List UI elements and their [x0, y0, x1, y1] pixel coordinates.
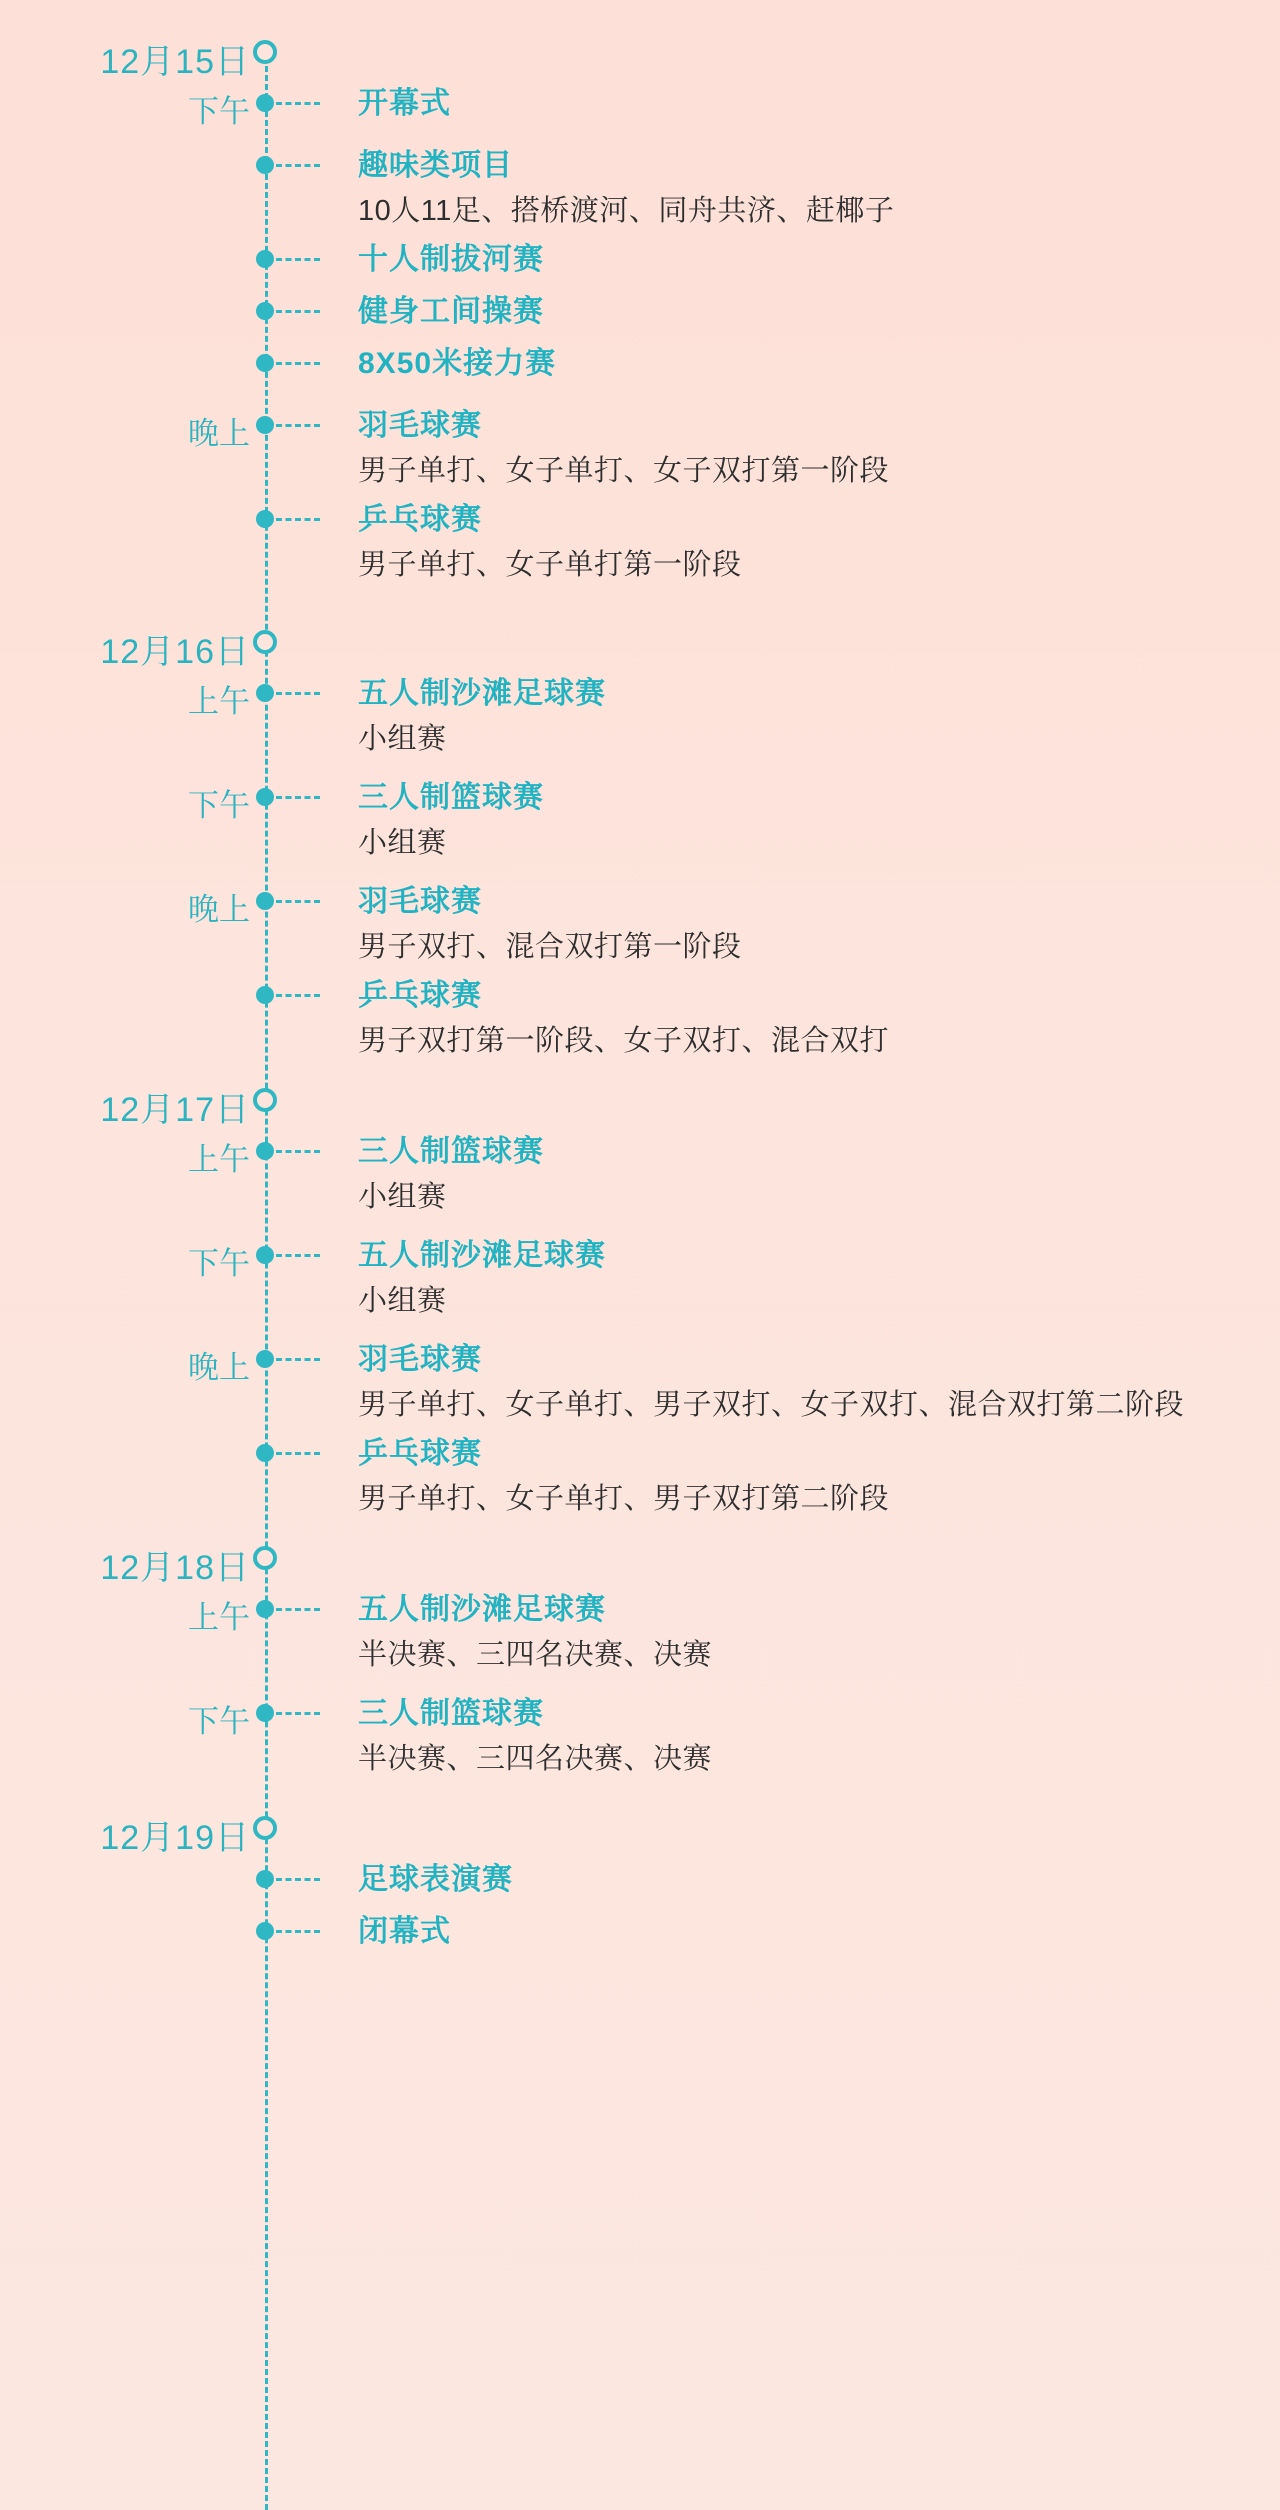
event-row [0, 1130, 1280, 1218]
event-marker-icon [256, 1142, 274, 1160]
event-detail: 小组赛 [358, 827, 447, 859]
event-connector-line [276, 518, 320, 521]
event-time-label: 晚上 [188, 892, 250, 927]
event-time-label: 上午 [188, 1142, 250, 1177]
event-detail: 男子单打、女子单打、男子双打、女子双打、混合双打第二阶段 [358, 1389, 1185, 1421]
event-row [0, 1588, 1280, 1676]
event-title: 三人制篮球赛 [358, 1135, 544, 1168]
date-marker-icon [253, 1816, 277, 1840]
event-title: 羽毛球赛 [358, 1343, 482, 1376]
event-marker-icon [256, 1444, 274, 1462]
event-marker-icon [256, 156, 274, 174]
event-detail: 半决赛、三四名决赛、决赛 [358, 1639, 713, 1671]
date-row [0, 1068, 1280, 1130]
event-connector-line [276, 102, 320, 105]
date-marker-icon [253, 630, 277, 654]
event-detail: 男子单打、女子单打第一阶段 [358, 549, 742, 581]
event-marker-icon [256, 684, 274, 702]
spacer [0, 766, 1280, 776]
event-connector-line [276, 692, 320, 695]
event-row [0, 404, 1280, 492]
event-row [0, 1432, 1280, 1520]
event-row [0, 974, 1280, 1062]
event-title: 五人制沙滩足球赛 [358, 1593, 606, 1626]
date-label: 12月18日 [100, 1549, 250, 1587]
spacer [0, 870, 1280, 880]
event-time-label: 晚上 [188, 1350, 250, 1385]
event-row [0, 238, 1280, 290]
date-label: 12月19日 [100, 1819, 250, 1857]
event-row [0, 144, 1280, 232]
event-title: 乒乓球赛 [358, 1437, 482, 1470]
date-label: 12月17日 [100, 1091, 250, 1129]
date-row [0, 1796, 1280, 1858]
event-connector-line [276, 1452, 320, 1455]
event-row [0, 776, 1280, 864]
event-title: 开幕式 [358, 87, 451, 120]
event-row [0, 342, 1280, 394]
event-time-label: 下午 [188, 1246, 250, 1281]
date-marker-icon [253, 1088, 277, 1112]
date-row [0, 1526, 1280, 1588]
event-marker-icon [256, 510, 274, 528]
date-label: 12月15日 [100, 43, 250, 81]
event-marker-icon [256, 1246, 274, 1264]
event-row [0, 672, 1280, 760]
event-detail: 小组赛 [358, 723, 447, 755]
timeline-rows [0, 20, 1280, 1962]
event-detail: 男子双打第一阶段、女子双打、混合双打 [358, 1025, 890, 1057]
event-title: 五人制沙滩足球赛 [358, 1239, 606, 1272]
event-detail: 小组赛 [358, 1181, 447, 1213]
spacer [0, 1786, 1280, 1796]
spacer [0, 1224, 1280, 1234]
spacer [0, 592, 1280, 610]
event-connector-line [276, 310, 320, 313]
event-row [0, 82, 1280, 134]
event-marker-icon [256, 1350, 274, 1368]
event-title: 8X50米接力赛 [358, 347, 557, 380]
date-marker-icon [253, 40, 277, 64]
date-row [0, 610, 1280, 672]
event-detail: 10人11足、搭桥渡河、同舟共济、赶椰子 [358, 195, 895, 227]
event-title: 三人制篮球赛 [358, 1697, 544, 1730]
event-marker-icon [256, 1870, 274, 1888]
event-marker-icon [256, 1600, 274, 1618]
event-connector-line [276, 994, 320, 997]
event-marker-icon [256, 302, 274, 320]
event-row [0, 290, 1280, 342]
event-time-label: 上午 [188, 684, 250, 719]
event-title: 十人制拔河赛 [358, 243, 544, 276]
event-connector-line [276, 164, 320, 167]
event-connector-line [276, 1878, 320, 1881]
date-label: 12月16日 [100, 633, 250, 671]
event-detail: 半决赛、三四名决赛、决赛 [358, 1743, 713, 1775]
event-connector-line [276, 1358, 320, 1361]
event-connector-line [276, 1930, 320, 1933]
event-connector-line [276, 1712, 320, 1715]
event-connector-line [276, 258, 320, 261]
event-connector-line [276, 362, 320, 365]
event-connector-line [276, 900, 320, 903]
event-time-label: 晚上 [188, 416, 250, 451]
event-marker-icon [256, 354, 274, 372]
spacer [0, 394, 1280, 404]
event-row [0, 1910, 1280, 1962]
event-title: 五人制沙滩足球赛 [358, 677, 606, 710]
event-marker-icon [256, 250, 274, 268]
event-connector-line [276, 1608, 320, 1611]
event-marker-icon [256, 94, 274, 112]
event-row [0, 498, 1280, 586]
spacer [0, 134, 1280, 144]
event-marker-icon [256, 416, 274, 434]
event-detail: 小组赛 [358, 1285, 447, 1317]
event-title: 足球表演赛 [358, 1863, 513, 1896]
event-marker-icon [256, 1704, 274, 1722]
event-time-label: 下午 [188, 1704, 250, 1739]
event-detail: 男子单打、女子单打、女子双打第一阶段 [358, 455, 890, 487]
event-row [0, 1692, 1280, 1780]
event-row [0, 1234, 1280, 1322]
event-connector-line [276, 796, 320, 799]
event-row [0, 1858, 1280, 1910]
event-title: 健身工间操赛 [358, 295, 544, 328]
event-connector-line [276, 1254, 320, 1257]
event-connector-line [276, 424, 320, 427]
event-detail: 男子双打、混合双打第一阶段 [358, 931, 742, 963]
date-row [0, 20, 1280, 82]
event-time-label: 下午 [188, 788, 250, 823]
spacer [0, 1328, 1280, 1338]
date-marker-icon [253, 1546, 277, 1570]
event-title: 羽毛球赛 [358, 409, 482, 442]
spacer [0, 1682, 1280, 1692]
event-detail: 男子单打、女子单打、男子双打第二阶段 [358, 1483, 890, 1515]
event-title: 乒乓球赛 [358, 503, 482, 536]
event-time-label: 上午 [188, 1600, 250, 1635]
event-marker-icon [256, 788, 274, 806]
event-time-label: 下午 [188, 94, 250, 129]
event-title: 闭幕式 [358, 1915, 451, 1948]
event-title: 三人制篮球赛 [358, 781, 544, 814]
event-title: 趣味类项目 [358, 149, 513, 182]
event-row [0, 880, 1280, 968]
event-title: 乒乓球赛 [358, 979, 482, 1012]
event-connector-line [276, 1150, 320, 1153]
event-marker-icon [256, 986, 274, 1004]
event-title: 羽毛球赛 [358, 885, 482, 918]
event-row [0, 1338, 1280, 1426]
event-marker-icon [256, 892, 274, 910]
event-marker-icon [256, 1922, 274, 1940]
